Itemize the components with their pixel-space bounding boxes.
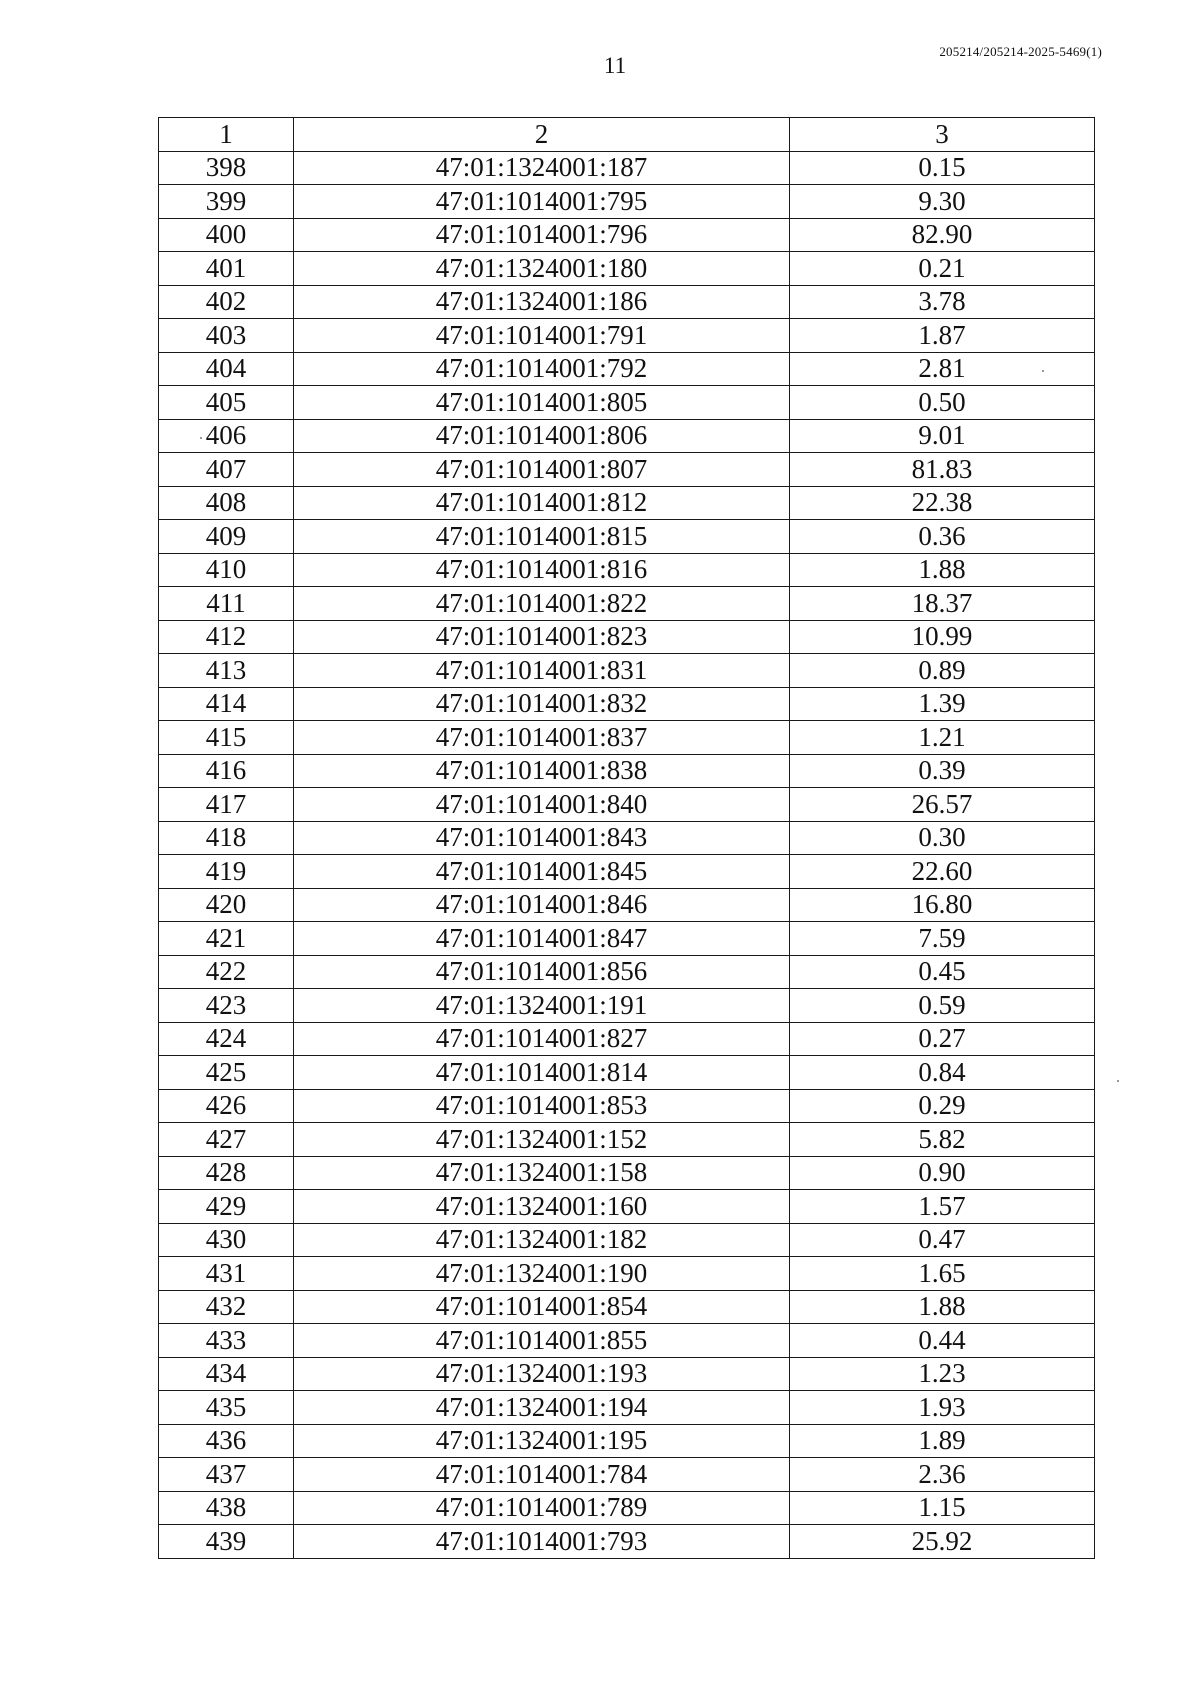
row-number-cell: 418 <box>159 821 294 855</box>
cadastral-number-cell: 47:01:1014001:816 <box>294 553 790 587</box>
row-number-cell: 433 <box>159 1324 294 1358</box>
table-row <box>159 1089 1095 1123</box>
table-row <box>159 654 1095 688</box>
area-cell: 1.23 <box>790 1357 1095 1391</box>
area-cell: 0.29 <box>790 1089 1095 1123</box>
column-header-3: 3 <box>790 118 1095 152</box>
row-number-cell: 417 <box>159 788 294 822</box>
table-row <box>159 1290 1095 1324</box>
row-number-cell: 416 <box>159 754 294 788</box>
area-cell: 10.99 <box>790 620 1095 654</box>
area-cell: 0.50 <box>790 386 1095 420</box>
area-cell: 25.92 <box>790 1525 1095 1559</box>
row-number-cell: 425 <box>159 1056 294 1090</box>
table-row <box>159 1391 1095 1425</box>
scan-speck <box>1117 1080 1119 1082</box>
area-cell: 0.90 <box>790 1156 1095 1190</box>
cadastral-number-cell: 47:01:1014001:827 <box>294 1022 790 1056</box>
row-number-cell: 412 <box>159 620 294 654</box>
table-row <box>159 955 1095 989</box>
row-number-cell: 422 <box>159 955 294 989</box>
table-row <box>159 1056 1095 1090</box>
cadastral-number-cell: 47:01:1014001:845 <box>294 855 790 889</box>
table-row <box>159 888 1095 922</box>
area-cell: 18.37 <box>790 587 1095 621</box>
row-number-cell: 428 <box>159 1156 294 1190</box>
row-number-cell: 403 <box>159 319 294 353</box>
cadastral-number-cell: 47:01:1324001:160 <box>294 1190 790 1224</box>
table-row <box>159 1123 1095 1157</box>
cadastral-number-cell: 47:01:1324001:182 <box>294 1223 790 1257</box>
table-row <box>159 1156 1095 1190</box>
table-row <box>159 1022 1095 1056</box>
cadastral-number-cell: 47:01:1324001:187 <box>294 151 790 185</box>
area-cell: 0.45 <box>790 955 1095 989</box>
area-cell: 9.01 <box>790 419 1095 453</box>
row-number-cell: 426 <box>159 1089 294 1123</box>
cadastral-number-cell: 47:01:1324001:191 <box>294 989 790 1023</box>
column-header-2: 2 <box>294 118 790 152</box>
row-number-cell: 401 <box>159 252 294 286</box>
cadastral-number-cell: 47:01:1014001:855 <box>294 1324 790 1358</box>
row-number-cell: 437 <box>159 1458 294 1492</box>
row-number-cell: 435 <box>159 1391 294 1425</box>
row-number-cell: 438 <box>159 1491 294 1525</box>
cadastral-number-cell: 47:01:1014001:795 <box>294 185 790 219</box>
cadastral-number-cell: 47:01:1324001:180 <box>294 252 790 286</box>
area-cell: 22.38 <box>790 486 1095 520</box>
table-row <box>159 788 1095 822</box>
table-row <box>159 687 1095 721</box>
table-row <box>159 419 1095 453</box>
cadastral-number-cell: 47:01:1014001:846 <box>294 888 790 922</box>
row-number-cell: 411 <box>159 587 294 621</box>
area-cell: 1.65 <box>790 1257 1095 1291</box>
area-cell: 26.57 <box>790 788 1095 822</box>
cadastral-number-cell: 47:01:1014001:837 <box>294 721 790 755</box>
area-cell: 1.39 <box>790 687 1095 721</box>
area-cell: 1.15 <box>790 1491 1095 1525</box>
cadastral-number-cell: 47:01:1014001:822 <box>294 587 790 621</box>
row-number-cell: 429 <box>159 1190 294 1224</box>
area-cell: 0.84 <box>790 1056 1095 1090</box>
area-cell: 0.30 <box>790 821 1095 855</box>
area-cell: 22.60 <box>790 855 1095 889</box>
area-cell: 0.59 <box>790 989 1095 1023</box>
row-number-cell: 406 <box>159 419 294 453</box>
area-cell: 3.78 <box>790 285 1095 319</box>
table-row <box>159 1257 1095 1291</box>
cadastral-number-cell: 47:01:1014001:831 <box>294 654 790 688</box>
row-number-cell: 431 <box>159 1257 294 1291</box>
table-row <box>159 553 1095 587</box>
cadastral-number-cell: 47:01:1324001:186 <box>294 285 790 319</box>
cadastral-number-cell: 47:01:1014001:854 <box>294 1290 790 1324</box>
cadastral-number-cell: 47:01:1014001:793 <box>294 1525 790 1559</box>
table-row <box>159 352 1095 386</box>
area-cell: 0.36 <box>790 520 1095 554</box>
row-number-cell: 427 <box>159 1123 294 1157</box>
cadastral-number-cell: 47:01:1014001:789 <box>294 1491 790 1525</box>
row-number-cell: 402 <box>159 285 294 319</box>
cadastral-number-cell: 47:01:1324001:195 <box>294 1424 790 1458</box>
area-cell: 5.82 <box>790 1123 1095 1157</box>
area-cell: 2.36 <box>790 1458 1095 1492</box>
table-row <box>159 1458 1095 1492</box>
row-number-cell: 419 <box>159 855 294 889</box>
row-number-cell: 400 <box>159 218 294 252</box>
table-row <box>159 1491 1095 1525</box>
cadastral-number-cell: 47:01:1014001:805 <box>294 386 790 420</box>
document-reference: 205214/205214-2025-5469(1) <box>939 44 1102 59</box>
row-number-cell: 399 <box>159 185 294 219</box>
cadastral-number-cell: 47:01:1014001:843 <box>294 821 790 855</box>
row-number-cell: 415 <box>159 721 294 755</box>
area-cell: 1.88 <box>790 1290 1095 1324</box>
table-row <box>159 453 1095 487</box>
row-number-cell: 434 <box>159 1357 294 1391</box>
cadastral-number-cell: 47:01:1324001:194 <box>294 1391 790 1425</box>
cadastral-number-cell: 47:01:1014001:791 <box>294 319 790 353</box>
area-cell: 16.80 <box>790 888 1095 922</box>
area-cell: 0.44 <box>790 1324 1095 1358</box>
area-cell: 1.87 <box>790 319 1095 353</box>
cadastral-number-cell: 47:01:1324001:158 <box>294 1156 790 1190</box>
table-row <box>159 252 1095 286</box>
table-row <box>159 922 1095 956</box>
cadastral-number-cell: 47:01:1014001:815 <box>294 520 790 554</box>
page-number: 11 <box>603 53 627 78</box>
cadastral-number-cell: 47:01:1014001:853 <box>294 1089 790 1123</box>
table-row <box>159 151 1095 185</box>
area-cell: 1.21 <box>790 721 1095 755</box>
area-cell: 0.21 <box>790 252 1095 286</box>
row-number-cell: 424 <box>159 1022 294 1056</box>
cadastral-number-cell: 47:01:1324001:190 <box>294 1257 790 1291</box>
area-cell: 1.93 <box>790 1391 1095 1425</box>
scan-speck <box>1042 370 1044 372</box>
row-number-cell: 432 <box>159 1290 294 1324</box>
row-number-cell: 405 <box>159 386 294 420</box>
row-number-cell: 439 <box>159 1525 294 1559</box>
table-row <box>159 285 1095 319</box>
scan-speck <box>200 437 202 439</box>
row-number-cell: 436 <box>159 1424 294 1458</box>
row-number-cell: 421 <box>159 922 294 956</box>
table-row <box>159 319 1095 353</box>
table-row <box>159 620 1095 654</box>
cadastral-number-cell: 47:01:1014001:792 <box>294 352 790 386</box>
row-number-cell: 430 <box>159 1223 294 1257</box>
area-cell: 81.83 <box>790 453 1095 487</box>
area-cell: 1.88 <box>790 553 1095 587</box>
area-cell: 0.89 <box>790 654 1095 688</box>
table-row <box>159 754 1095 788</box>
cadastral-number-cell: 47:01:1014001:838 <box>294 754 790 788</box>
cadastral-number-cell: 47:01:1014001:812 <box>294 486 790 520</box>
cadastral-number-cell: 47:01:1014001:814 <box>294 1056 790 1090</box>
area-cell: 1.57 <box>790 1190 1095 1224</box>
table-header-row <box>159 118 1095 152</box>
area-cell: 0.27 <box>790 1022 1095 1056</box>
cadastral-number-cell: 47:01:1014001:784 <box>294 1458 790 1492</box>
table-row <box>159 185 1095 219</box>
table-row <box>159 721 1095 755</box>
area-cell: 9.30 <box>790 185 1095 219</box>
area-cell: 0.47 <box>790 1223 1095 1257</box>
column-header-1: 1 <box>159 118 294 152</box>
table-row <box>159 1190 1095 1224</box>
cadastral-number-cell: 47:01:1014001:856 <box>294 955 790 989</box>
cadastral-number-cell: 47:01:1014001:823 <box>294 620 790 654</box>
table-row <box>159 218 1095 252</box>
table-row <box>159 989 1095 1023</box>
cadastral-number-cell: 47:01:1324001:193 <box>294 1357 790 1391</box>
table-body <box>159 151 1095 1558</box>
row-number-cell: 413 <box>159 654 294 688</box>
cadastral-number-cell: 47:01:1014001:840 <box>294 788 790 822</box>
parcel-table <box>158 117 1095 1559</box>
cadastral-number-cell: 47:01:1014001:806 <box>294 419 790 453</box>
table-row <box>159 1324 1095 1358</box>
table-row <box>159 520 1095 554</box>
row-number-cell: 420 <box>159 888 294 922</box>
row-number-cell: 408 <box>159 486 294 520</box>
row-number-cell: 407 <box>159 453 294 487</box>
table-row <box>159 855 1095 889</box>
area-cell: 0.39 <box>790 754 1095 788</box>
row-number-cell: 414 <box>159 687 294 721</box>
table-row <box>159 1525 1095 1559</box>
row-number-cell: 404 <box>159 352 294 386</box>
area-cell: 7.59 <box>790 922 1095 956</box>
area-cell: 82.90 <box>790 218 1095 252</box>
cadastral-number-cell: 47:01:1014001:807 <box>294 453 790 487</box>
area-cell: 1.89 <box>790 1424 1095 1458</box>
table-row <box>159 486 1095 520</box>
area-cell: 0.15 <box>790 151 1095 185</box>
cadastral-number-cell: 47:01:1014001:847 <box>294 922 790 956</box>
row-number-cell: 409 <box>159 520 294 554</box>
row-number-cell: 410 <box>159 553 294 587</box>
parcel-table-container <box>158 117 1094 1559</box>
cadastral-number-cell: 47:01:1324001:152 <box>294 1123 790 1157</box>
table-row <box>159 821 1095 855</box>
table-row <box>159 386 1095 420</box>
table-row <box>159 1223 1095 1257</box>
table-row <box>159 587 1095 621</box>
cadastral-number-cell: 47:01:1014001:832 <box>294 687 790 721</box>
row-number-cell: 423 <box>159 989 294 1023</box>
table-row <box>159 1357 1095 1391</box>
area-cell: 2.81 <box>790 352 1095 386</box>
cadastral-number-cell: 47:01:1014001:796 <box>294 218 790 252</box>
row-number-cell: 398 <box>159 151 294 185</box>
table-row <box>159 1424 1095 1458</box>
